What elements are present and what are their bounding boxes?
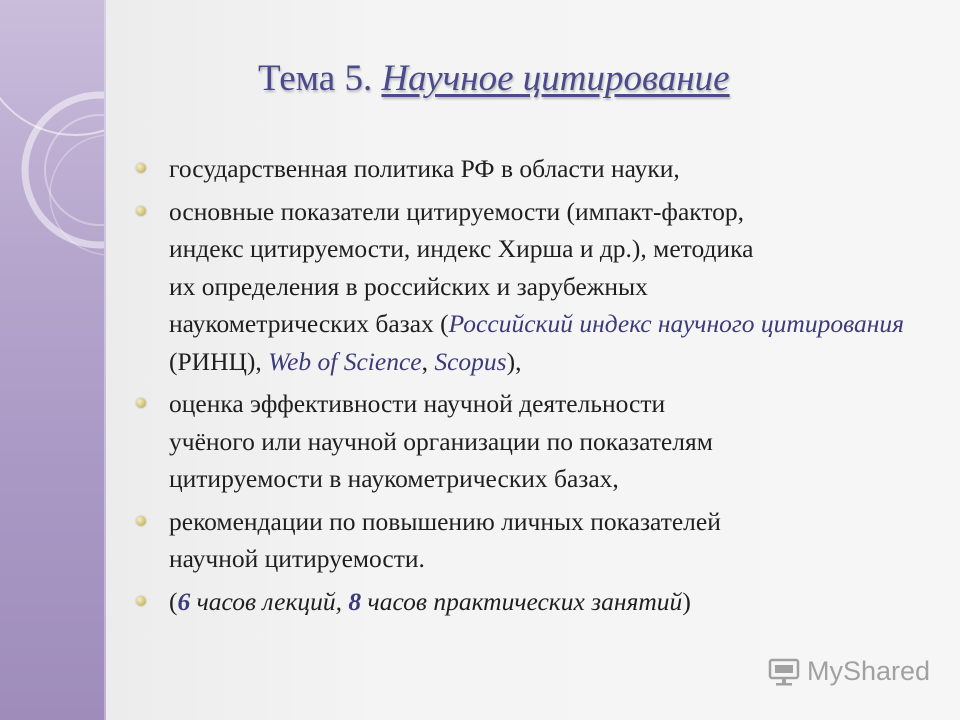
bullet-list	[136, 150, 916, 620]
sidebar-edge	[104, 0, 106, 720]
title-prefix: Тема 5.	[258, 58, 382, 99]
practice-hours: 8	[348, 586, 362, 616]
practice-label: часов практических занятий	[361, 586, 683, 616]
bullet-item-3	[136, 385, 916, 498]
bullet-item-4	[136, 503, 916, 578]
decorative-circles	[0, 0, 104, 720]
separator: ,	[421, 346, 435, 376]
bullet-line: рекомендации по повышению личных показателей	[169, 506, 721, 536]
decorative-sidebar	[0, 0, 104, 720]
bullet-item-1	[136, 150, 916, 188]
scopus: Scopus	[434, 346, 507, 376]
projector-icon	[768, 657, 802, 687]
bullet-line: цитируемости в наукометрических базах,	[169, 464, 619, 493]
bullet-line: оценка эффективности научной деятельности	[169, 389, 666, 418]
bullet-text: государственная политика РФ в области науки,	[169, 154, 680, 183]
bullet-line: наукометрических базах (	[169, 309, 449, 338]
bullet-line: индекс цитируемости, индекс Хирша и др.), методика	[169, 234, 754, 263]
web-of-science: Web of Science	[268, 346, 422, 376]
bullet-dot-icon	[136, 163, 146, 173]
bullet-dot-icon	[136, 398, 146, 408]
bullet-item-5	[136, 583, 916, 621]
lecture-label: часов лекций,	[190, 586, 349, 616]
bullet-line: их определения в российских и зарубежных	[169, 271, 648, 301]
bullet-dot-icon	[136, 596, 146, 606]
paren-open: (	[169, 586, 178, 616]
bullet-dot-icon	[136, 206, 146, 216]
slide-title	[258, 57, 730, 100]
bullet-dot-icon	[136, 516, 146, 526]
bullet-line: учёного или научной организации по показателям	[169, 426, 713, 456]
paren-close: )	[682, 586, 691, 616]
bullet-line: научной цитируемости.	[169, 544, 425, 573]
watermark	[768, 656, 930, 687]
lecture-hours: 6	[177, 586, 191, 616]
bullet-item-2	[136, 193, 916, 381]
watermark-text: MyShared	[807, 656, 931, 686]
bullet-line: основные показатели цитируемости (импакт-фактор,	[169, 196, 745, 226]
rinc-name: Российский индекс научного цитирования	[448, 309, 904, 338]
closing: ),	[506, 346, 522, 376]
title-topic: Научное цитирование	[381, 58, 730, 99]
rinc-abbr: (РИНЦ),	[169, 346, 269, 376]
